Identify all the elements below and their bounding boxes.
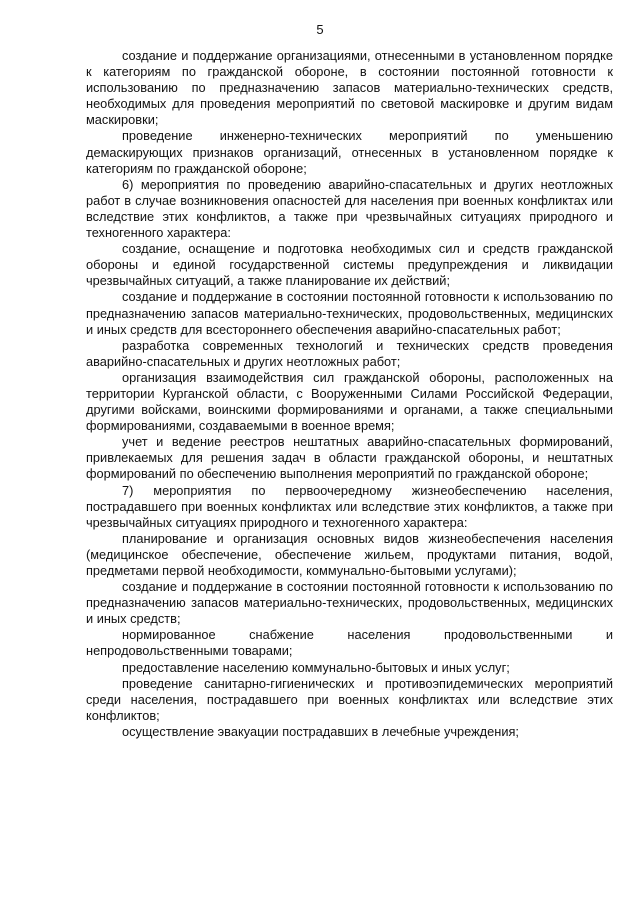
page-number: 5	[316, 22, 324, 37]
paragraph: создание и поддержание в состоянии постоянной готовности к использованию по предназначению запасов материально-технических, продовольственных, медицинских и иных средств;	[86, 579, 613, 627]
paragraph: создание, оснащение и подготовка необходимых сил и средств гражданской обороны и единой государственной системы предупреждения и ликвидации чрезвычайных ситуаций, а также планирование их действий;	[86, 241, 613, 289]
paragraph: проведение санитарно-гигиенических и противоэпидемических мероприятий среди населения, пострадавшего при военных конфликтах или вследствие этих конфликтов;	[86, 675, 613, 723]
document-body	[86, 48, 613, 740]
paragraph: 6) мероприятия по проведению аварийно-спасательных и других неотложных работ в случае возникновения опасностей для населения при военных конфликтах или вследствие этих конфликтов, а также при чрезвычайных ситуациях природного и техногенного характера:	[86, 176, 613, 241]
paragraph: нормированное снабжение населения продовольственными и непродовольственными товарами;	[86, 627, 613, 659]
paragraph: создание и поддержание в состоянии постоянной готовности к использованию по предназначению запасов материально-технических, продовольственных, медицинских и иных средств для всестороннего обеспечения аварийно-спасательных работ;	[86, 289, 613, 337]
paragraph: 7) мероприятия по первоочередному жизнеобеспечению населения, пострадавшего при военных конфликтах или вследствие этих конфликтов, а также при чрезвычайных ситуациях природного и техногенного характера:	[86, 482, 613, 530]
paragraph: планирование и организация основных видов жизнеобеспечения населения (медицинское обеспечение, обеспечение жильем, продуктами питания, водой, предметами первой необходимости, коммунально-бытовыми услугами);	[86, 530, 613, 578]
paragraph: проведение инженерно-технических мероприятий по уменьшению демаскирующих признаков организаций, отнесенных в установленном порядке к категориям по гражданской обороне;	[86, 128, 613, 176]
paragraph: разработка современных технологий и технических средств проведения аварийно-спасательных и других неотложных работ;	[86, 337, 613, 369]
paragraph: предоставление населению коммунально-бытовых и иных услуг;	[122, 659, 510, 675]
paragraph: организация взаимодействия сил гражданской обороны, расположенных на территории Курганской области, с Вооруженными Силами Российской Федерации, другими войсками, воинскими формированиями и органами, а также специальными формированиями, создаваемыми в военное время;	[86, 369, 613, 434]
paragraph: учет и ведение реестров нештатных аварийно-спасательных формирований, привлекаемых для решения задач в области гражданской обороны, и нештатных формирований по обеспечению выполнения мероприятий по гражданской обороне;	[86, 434, 613, 482]
paragraph: осуществление эвакуации пострадавших в лечебные учреждения;	[122, 723, 519, 739]
paragraph: создание и поддержание организациями, отнесенными в установленном порядке к категориям по гражданской обороне, в состоянии постоянной готовности к использованию по предназначению запасов материально-технических средств, необходимых для проведения мероприятий по световой маскировке и другим видам маскировки;	[86, 48, 613, 128]
